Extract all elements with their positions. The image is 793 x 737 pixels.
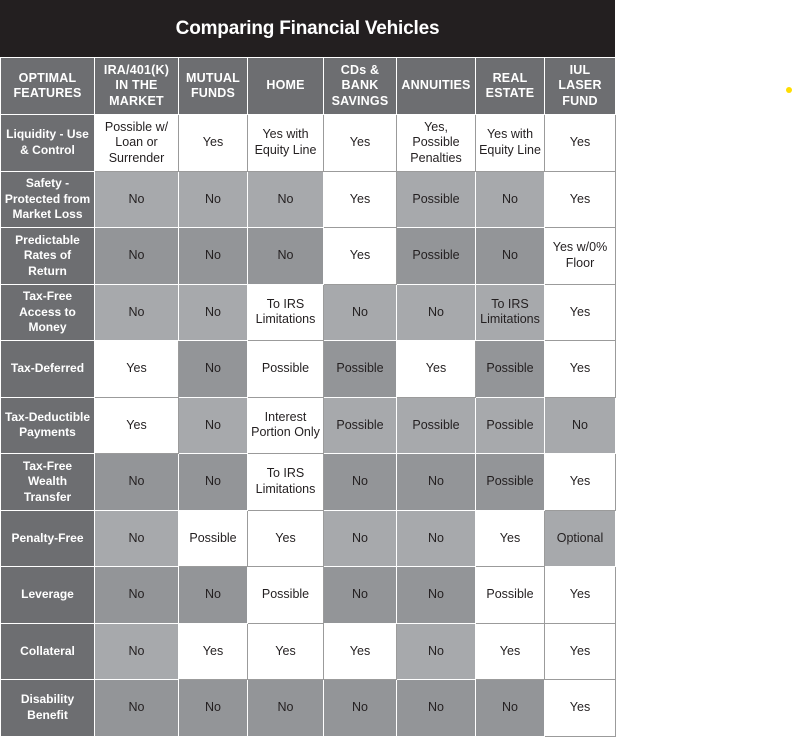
header-cds-bank-savings: CDs & BANK SAVINGS <box>324 58 397 115</box>
table-row <box>1 171 616 228</box>
feature-label: Tax-Free Access to Money <box>1 284 95 341</box>
table-cell: No <box>95 510 179 567</box>
table-row <box>1 454 616 511</box>
table-cell: Yes <box>179 115 248 172</box>
table-cell: Yes <box>545 680 616 737</box>
feature-label: Tax-Free Wealth Transfer <box>1 454 95 511</box>
table-cell: No <box>324 510 397 567</box>
header-real-estate: REAL ESTATE <box>476 58 545 115</box>
table-cell: Possible <box>248 567 324 624</box>
table-cell: To IRS Limitations <box>248 454 324 511</box>
header-ira-401k: IRA/401(K) IN THE MARKET <box>95 58 179 115</box>
header-iul-laser-fund: IUL LASER FUND <box>545 58 616 115</box>
table-cell: No <box>179 567 248 624</box>
table-cell: Interest Portion Only <box>248 397 324 454</box>
table-cell: Yes <box>324 171 397 228</box>
table-cell: No <box>476 228 545 285</box>
table-cell: No <box>397 284 476 341</box>
table-cell: No <box>397 510 476 567</box>
table-cell: No <box>179 228 248 285</box>
table-cell: Possible w/ Loan or Surrender <box>95 115 179 172</box>
table-cell: No <box>397 454 476 511</box>
table-cell: No <box>179 284 248 341</box>
table-row <box>1 228 616 285</box>
table-row <box>1 623 616 680</box>
table-row <box>1 341 616 398</box>
table-cell: No <box>179 397 248 454</box>
feature-label: Tax-Deferred <box>1 341 95 398</box>
table-cell: Yes with Equity Line <box>476 115 545 172</box>
feature-label: Penalty-Free <box>1 510 95 567</box>
table-cell: Yes <box>545 623 616 680</box>
header-annuities: ANNUITIES <box>397 58 476 115</box>
feature-label: Predictable Rates of Return <box>1 228 95 285</box>
table-cell: Yes <box>545 341 616 398</box>
table-cell: Yes <box>324 228 397 285</box>
table-cell: Yes <box>545 567 616 624</box>
table-cell: No <box>179 454 248 511</box>
table-cell: Yes <box>545 284 616 341</box>
table-cell: Yes <box>248 623 324 680</box>
table-cell: No <box>95 228 179 285</box>
table-cell: No <box>324 680 397 737</box>
table-cell: Possible <box>179 510 248 567</box>
table-cell: Yes w/0% Floor <box>545 228 616 285</box>
table-cell: Yes <box>545 454 616 511</box>
table-row <box>1 397 616 454</box>
table-cell: To IRS Limitations <box>476 284 545 341</box>
table-cell: No <box>95 567 179 624</box>
header-optimal-features: OPTIMAL FEATURES <box>1 58 95 115</box>
accent-dot <box>786 87 792 93</box>
table-cell: Possible <box>476 454 545 511</box>
table-cell: Possible <box>324 341 397 398</box>
table-cell: Yes <box>545 171 616 228</box>
table-cell: Yes <box>95 341 179 398</box>
table-cell: Possible <box>324 397 397 454</box>
table-cell: Yes with Equity Line <box>248 115 324 172</box>
table-cell: No <box>179 341 248 398</box>
table-cell: No <box>179 171 248 228</box>
table-cell: Possible <box>397 171 476 228</box>
table-cell: Yes <box>545 115 616 172</box>
table-cell: Possible <box>397 228 476 285</box>
table-cell: Yes <box>397 341 476 398</box>
chart-title: Comparing Financial Vehicles <box>0 0 615 57</box>
table-row <box>1 680 616 737</box>
table-cell: Yes <box>476 510 545 567</box>
table-row <box>1 115 616 172</box>
feature-label: Liquidity - Use & Control <box>1 115 95 172</box>
table-cell: Yes <box>324 623 397 680</box>
table-row <box>1 510 616 567</box>
header-mutual-funds: MUTUAL FUNDS <box>179 58 248 115</box>
table-cell: No <box>476 171 545 228</box>
table-row <box>1 567 616 624</box>
feature-label: Leverage <box>1 567 95 624</box>
header-row <box>1 58 616 115</box>
table-cell: Possible <box>397 397 476 454</box>
feature-label: Collateral <box>1 623 95 680</box>
table-cell: Yes <box>476 623 545 680</box>
feature-label: Safety - Protected from Market Loss <box>1 171 95 228</box>
table-cell: Optional <box>545 510 616 567</box>
table-cell: Yes, Possible Penalties <box>397 115 476 172</box>
table-cell: Possible <box>476 397 545 454</box>
table-cell: To IRS Limitations <box>248 284 324 341</box>
table-cell: No <box>95 623 179 680</box>
table-cell: Possible <box>476 341 545 398</box>
table-cell: No <box>397 623 476 680</box>
table-cell: No <box>397 567 476 624</box>
table-cell: No <box>179 680 248 737</box>
table-cell: Yes <box>324 115 397 172</box>
table-cell: No <box>397 680 476 737</box>
table-cell: Yes <box>179 623 248 680</box>
table-cell: No <box>248 680 324 737</box>
table-cell: No <box>95 680 179 737</box>
table-cell: No <box>324 454 397 511</box>
table-cell: No <box>95 171 179 228</box>
table-cell: Possible <box>248 341 324 398</box>
table-cell: No <box>95 284 179 341</box>
table-cell: Possible <box>476 567 545 624</box>
table-cell: No <box>324 284 397 341</box>
feature-label: Disability Benefit <box>1 680 95 737</box>
table-row <box>1 284 616 341</box>
table-cell: No <box>545 397 616 454</box>
table-cell: No <box>95 454 179 511</box>
header-home: HOME <box>248 58 324 115</box>
feature-label: Tax-Deductible Payments <box>1 397 95 454</box>
table-cell: Yes <box>95 397 179 454</box>
table-cell: No <box>476 680 545 737</box>
table-cell: No <box>248 228 324 285</box>
table-cell: No <box>324 567 397 624</box>
table-cell: Yes <box>248 510 324 567</box>
table-cell: No <box>248 171 324 228</box>
comparison-table <box>0 57 616 737</box>
